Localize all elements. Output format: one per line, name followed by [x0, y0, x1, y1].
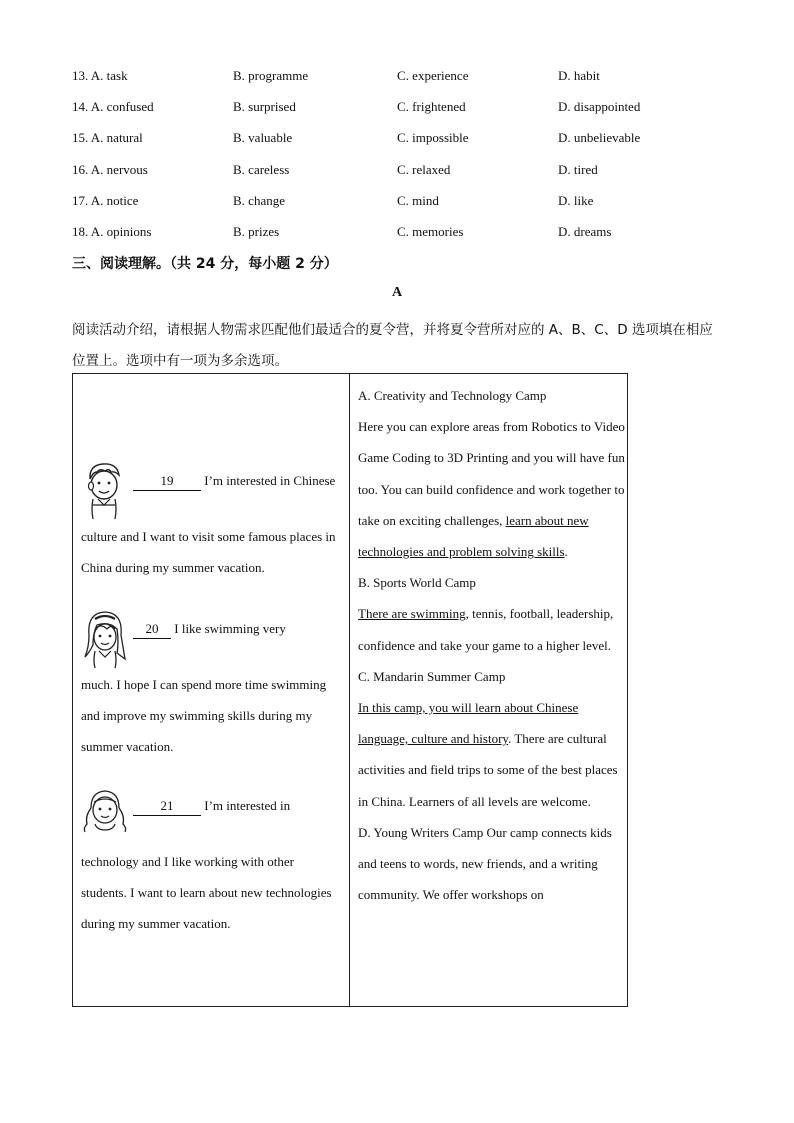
person-21 — [81, 784, 343, 940]
option-a: 15. A. natural — [72, 130, 143, 146]
option-c: C. relaxed — [397, 161, 451, 177]
camp-b-description — [358, 598, 626, 660]
person-21-text: I’m interested in — [204, 798, 291, 813]
option-b: B. valuable — [233, 130, 293, 146]
option-a: 16. A. nervous — [72, 161, 148, 177]
option-b: B. careless — [233, 161, 290, 177]
passage-letter: A — [391, 285, 403, 300]
option-row-18 — [72, 222, 712, 253]
answer-blank-19[interactable]: 19 — [133, 472, 201, 491]
camp-c-description — [358, 692, 626, 817]
option-c: C. experience — [397, 68, 469, 83]
answer-blank-20[interactable]: 20 — [133, 620, 171, 639]
option-d: D. like — [558, 192, 594, 208]
camp-b-title: B. Sports World Camp — [358, 575, 476, 591]
answer-blank-21[interactable]: 21 — [133, 797, 201, 816]
option-c: C. memories — [397, 223, 464, 239]
option-row-17 — [72, 191, 712, 222]
option-c: C. frightened — [397, 99, 466, 115]
person-20 — [81, 607, 343, 763]
option-row-13 — [72, 66, 712, 97]
section-title: 三、阅读理解。（共 24 分，每小题 2 分） — [72, 256, 338, 272]
camp-d-text: D. Young Writers Camp Our camp connects kids and teens to words, new friends, and a writing community. We offer workshops on — [358, 824, 612, 903]
camp-b-body: , tennis, football, leadership, confidence and take your game to a higher level. — [358, 606, 614, 653]
person-19 — [81, 459, 343, 583]
instructions: 阅读活动介绍，请根据人物需求匹配他们最适合的夏令营，并将夏令营所对应的 A、B、C、D 选项填在相应位置上。选项中有一项为多余选项。 — [72, 322, 713, 369]
person-19-description: culture and I want to visit some famous places in China during my summer vacation. — [81, 529, 336, 576]
girl-avatar-icon — [81, 607, 129, 669]
option-d: D. dreams — [558, 223, 612, 239]
person-20-text: I like swimming very — [174, 621, 286, 636]
option-c: C. mind — [397, 192, 439, 208]
camp-c-underlined: In this camp, you will learn about Chinese language, culture and history — [358, 700, 579, 747]
camp-a-title: A. Creativity and Technology Camp — [358, 388, 547, 403]
option-d: D. disappointed — [558, 99, 641, 115]
person-20-description: much. I hope I can spend more time swimming and improve my swimming skills during my summer vacation. — [81, 677, 327, 755]
answer-options — [72, 66, 712, 253]
person-19-text: I’m interested in Chinese — [204, 473, 336, 488]
option-b: B. programme — [233, 68, 309, 83]
camp-a-body: Here you can explore areas from Robotics to Video Game Coding to 3D Printing and you will have fun too. You can build confidence and work together to take on exciting challenges, — [358, 419, 625, 528]
option-row-15 — [72, 128, 712, 159]
camp-b-underlined: There are swimming — [358, 606, 466, 622]
option-a: 18. A. opinions — [72, 223, 152, 239]
option-d: D. habit — [558, 68, 600, 83]
camp-c-body: . There are cultural activities and field trips to some of the best places in China. Learners of all levels are welcome. — [358, 731, 618, 809]
camp-a-end: . — [564, 544, 568, 560]
option-a: 13. A. task — [72, 68, 128, 83]
girl-with-braids-avatar-icon — [81, 784, 129, 846]
option-c: C. impossible — [397, 130, 469, 146]
option-a: 14. A. confused — [72, 99, 154, 115]
option-row-16 — [72, 160, 712, 191]
camp-a-description — [358, 411, 626, 567]
option-row-14 — [72, 97, 712, 128]
option-b: B. surprised — [233, 99, 296, 115]
option-a: 17. A. notice — [72, 192, 139, 208]
option-d: D. unbelievable — [558, 130, 641, 146]
column-divider — [349, 374, 350, 1006]
camp-c-title: C. Mandarin Summer Camp — [358, 668, 506, 684]
option-d: D. tired — [558, 161, 598, 177]
camps-column — [358, 380, 626, 910]
option-b: B. change — [233, 192, 285, 208]
boy-avatar-icon — [81, 459, 129, 521]
camp-a-underlined: learn about new technologies and problem solving skills — [358, 512, 589, 560]
matching-table — [72, 373, 628, 1007]
person-21-description: technology and I like working with other students. I want to learn about new technologies during my summer vacation. — [81, 854, 332, 932]
option-b: B. prizes — [233, 223, 280, 239]
people-column — [73, 374, 349, 1006]
